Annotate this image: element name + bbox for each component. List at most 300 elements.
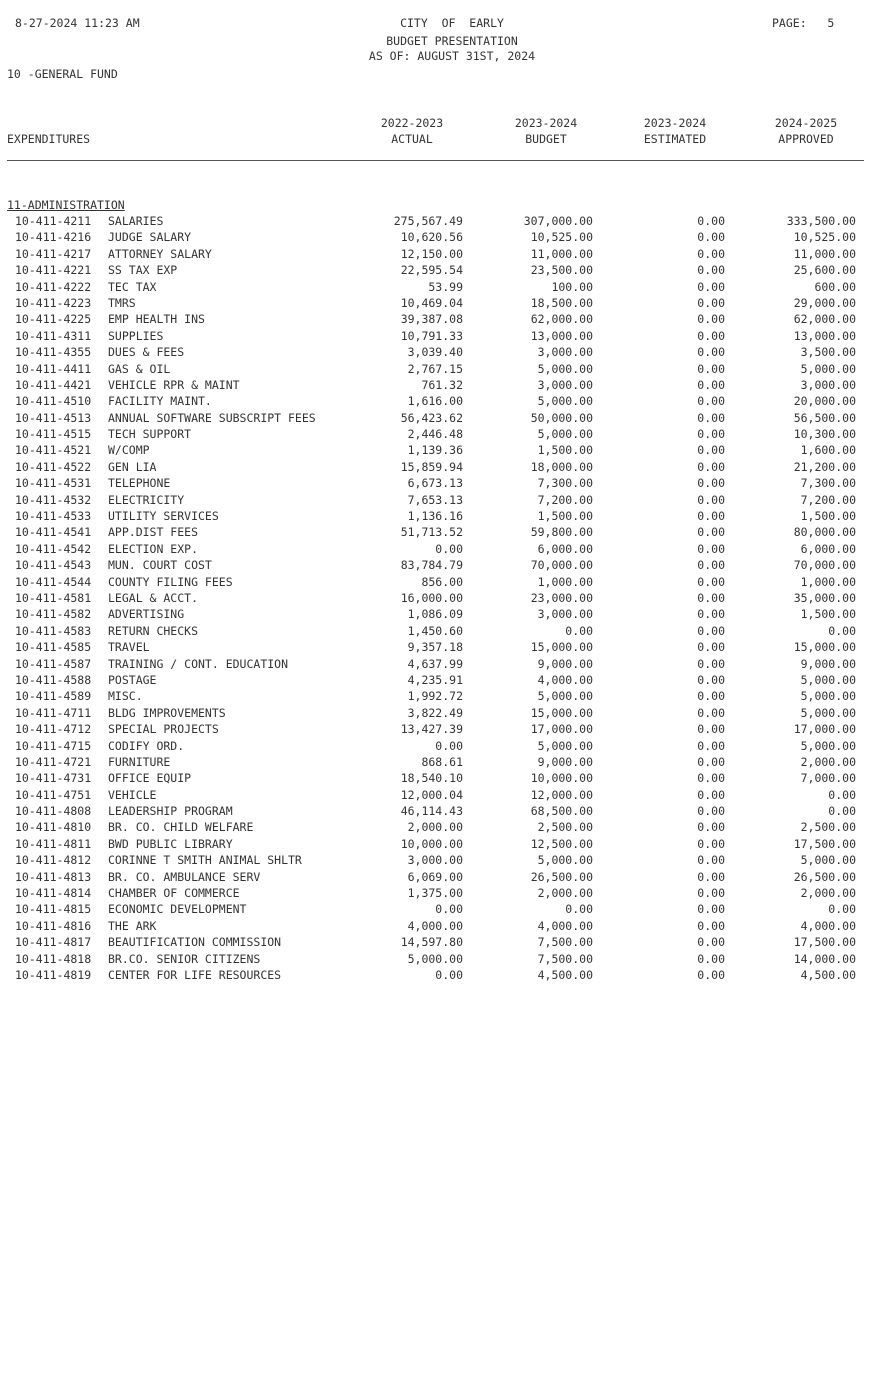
- column-header-actual-year: 2022-2023: [380, 116, 444, 130]
- approved-amount: 80,000.00: [793, 525, 856, 540]
- account-number: 10-411-4222: [15, 279, 92, 294]
- approved-amount: 2,000.00: [800, 886, 856, 901]
- account-description: GAS & OIL: [108, 361, 171, 376]
- account-number: 10-411-4589: [15, 689, 92, 704]
- table-row: [0, 803, 874, 819]
- actual-amount: 3,822.49: [407, 705, 463, 720]
- account-description: EMP HEALTH INS: [108, 312, 205, 327]
- table-row: [0, 852, 874, 868]
- actual-amount: 13,427.39: [400, 722, 463, 737]
- account-number: 10-411-4521: [15, 443, 92, 458]
- approved-amount: 13,000.00: [793, 328, 856, 343]
- account-description: TRAINING / CONT. EDUCATION: [108, 656, 289, 671]
- report-title-budget: BUDGET PRESENTATION: [386, 34, 518, 48]
- estimated-amount: 0.00: [697, 754, 725, 769]
- actual-amount: 1,375.00: [407, 886, 463, 901]
- estimated-amount: 0.00: [697, 705, 725, 720]
- estimated-amount: 0.00: [697, 214, 725, 228]
- account-description: SS TAX EXP: [108, 263, 178, 278]
- actual-amount: 56,423.62: [400, 410, 463, 425]
- account-number: 10-411-4311: [15, 328, 92, 343]
- estimated-amount: 0.00: [697, 328, 725, 343]
- actual-amount: 83,784.79: [400, 558, 463, 573]
- account-number: 10-411-4421: [15, 377, 92, 392]
- approved-amount: 15,000.00: [793, 640, 856, 655]
- budget-amount: 3,000.00: [537, 607, 593, 622]
- estimated-amount: 0.00: [697, 427, 725, 442]
- estimated-amount: 0.00: [697, 722, 725, 737]
- budget-amount: 5,000.00: [537, 361, 593, 376]
- table-row: [0, 836, 874, 852]
- account-number: 10-411-4585: [15, 640, 92, 655]
- estimated-amount: 0.00: [697, 345, 725, 360]
- account-description: CODIFY ORD.: [108, 738, 185, 753]
- actual-amount: 0.00: [435, 738, 463, 753]
- estimated-amount: 0.00: [697, 410, 725, 425]
- approved-amount: 62,000.00: [793, 312, 856, 327]
- approved-amount: 35,000.00: [793, 590, 856, 605]
- estimated-amount: 0.00: [697, 377, 725, 392]
- account-description: BLDG IMPROVEMENTS: [108, 705, 226, 720]
- account-description: ECONOMIC DEVELOPMENT: [108, 902, 247, 917]
- budget-amount: 5,000.00: [537, 738, 593, 753]
- table-row: [0, 885, 874, 901]
- account-description: SUPPLIES: [108, 328, 164, 343]
- actual-amount: 18,540.10: [400, 771, 463, 786]
- estimated-amount: 0.00: [697, 295, 725, 310]
- actual-amount: 2,000.00: [407, 820, 463, 835]
- account-description: APP.DIST FEES: [108, 525, 199, 540]
- estimated-amount: 0.00: [697, 689, 725, 704]
- budget-amount: 100.00: [551, 279, 593, 294]
- budget-amount: 17,000.00: [530, 722, 593, 737]
- account-description: TEC TAX: [108, 279, 157, 294]
- account-number: 10-411-4532: [15, 492, 92, 507]
- actual-amount: 12,150.00: [400, 246, 463, 261]
- approved-amount: 11,000.00: [793, 246, 856, 261]
- actual-amount: 0.00: [435, 902, 463, 917]
- budget-amount: 1,000.00: [537, 574, 593, 589]
- estimated-amount: 0.00: [697, 443, 725, 458]
- approved-amount: 600.00: [814, 279, 856, 294]
- budget-amount: 15,000.00: [530, 640, 593, 655]
- account-description: SPECIAL PROJECTS: [108, 722, 219, 737]
- approved-amount: 0.00: [828, 787, 856, 802]
- estimated-amount: 0.00: [697, 394, 725, 409]
- approved-amount: 25,600.00: [793, 263, 856, 278]
- account-description: BEAUTIFICATION COMMISSION: [108, 935, 282, 950]
- estimated-amount: 0.00: [697, 492, 725, 507]
- approved-amount: 2,000.00: [800, 754, 856, 769]
- actual-amount: 4,637.99: [407, 656, 463, 671]
- budget-amount: 23,000.00: [530, 590, 593, 605]
- table-row: [0, 246, 874, 262]
- estimated-amount: 0.00: [697, 967, 725, 982]
- estimated-amount: 0.00: [697, 558, 725, 573]
- table-row: [0, 557, 874, 573]
- account-number: 10-411-4515: [15, 427, 92, 442]
- actual-amount: 0.00: [435, 967, 463, 982]
- expenditure-table: [0, 213, 874, 983]
- approved-amount: 7,000.00: [800, 771, 856, 786]
- column-header-approved-year: 2024-2025: [774, 116, 838, 130]
- approved-amount: 0.00: [828, 804, 856, 819]
- approved-amount: 1,600.00: [800, 443, 856, 458]
- approved-amount: 10,525.00: [793, 230, 856, 245]
- budget-amount: 307,000.00: [523, 214, 593, 228]
- table-row: [0, 656, 874, 672]
- account-number: 10-411-4819: [15, 967, 92, 982]
- budget-amount: 1,500.00: [537, 509, 593, 524]
- account-description: LEADERSHIP PROGRAM: [108, 804, 233, 819]
- account-description: CORINNE T SMITH ANIMAL SHLTR: [108, 853, 302, 868]
- actual-amount: 6,673.13: [407, 476, 463, 491]
- approved-amount: 3,000.00: [800, 377, 856, 392]
- budget-amount: 7,300.00: [537, 476, 593, 491]
- account-number: 10-411-4751: [15, 787, 92, 802]
- account-description: FURNITURE: [108, 754, 171, 769]
- actual-amount: 12,000.04: [400, 787, 463, 802]
- estimated-amount: 0.00: [697, 607, 725, 622]
- account-number: 10-411-4533: [15, 509, 92, 524]
- approved-amount: 14,000.00: [793, 951, 856, 966]
- estimated-amount: 0.00: [697, 804, 725, 819]
- report-as-of: AS OF: AUGUST 31ST, 2024: [368, 49, 536, 63]
- table-row: [0, 426, 874, 442]
- account-number: 10-411-4815: [15, 902, 92, 917]
- account-description: FACILITY MAINT.: [108, 394, 212, 409]
- account-number: 10-411-4812: [15, 853, 92, 868]
- approved-amount: 5,000.00: [800, 705, 856, 720]
- table-row: [0, 819, 874, 835]
- budget-amount: 0.00: [565, 902, 593, 917]
- actual-amount: 1,992.72: [407, 689, 463, 704]
- estimated-amount: 0.00: [697, 574, 725, 589]
- budget-amount: 11,000.00: [530, 246, 593, 261]
- account-number: 10-411-4513: [15, 410, 92, 425]
- actual-amount: 53.99: [428, 279, 463, 294]
- budget-amount: 4,000.00: [537, 672, 593, 687]
- estimated-amount: 0.00: [697, 918, 725, 933]
- budget-amount: 9,000.00: [537, 656, 593, 671]
- approved-amount: 5,000.00: [800, 853, 856, 868]
- account-description: BR. CO. AMBULANCE SERV: [108, 869, 261, 884]
- actual-amount: 1,450.60: [407, 623, 463, 638]
- table-row: [0, 213, 874, 229]
- approved-amount: 4,500.00: [800, 967, 856, 982]
- budget-amount: 59,800.00: [530, 525, 593, 540]
- estimated-amount: 0.00: [697, 541, 725, 556]
- account-description: SALARIES: [108, 214, 164, 228]
- budget-amount: 5,000.00: [537, 853, 593, 868]
- table-row: [0, 262, 874, 278]
- actual-amount: 1,086.09: [407, 607, 463, 622]
- actual-amount: 9,357.18: [407, 640, 463, 655]
- budget-amount: 15,000.00: [530, 705, 593, 720]
- account-description: ELECTION EXP.: [108, 541, 199, 556]
- account-number: 10-411-4522: [15, 459, 92, 474]
- account-number: 10-411-4808: [15, 804, 92, 819]
- account-number: 10-411-4541: [15, 525, 92, 540]
- account-number: 10-411-4211: [15, 214, 92, 228]
- actual-amount: 3,000.00: [407, 853, 463, 868]
- table-row: [0, 934, 874, 950]
- budget-amount: 10,525.00: [530, 230, 593, 245]
- account-number: 10-411-4583: [15, 623, 92, 638]
- approved-amount: 21,200.00: [793, 459, 856, 474]
- actual-amount: 2,767.15: [407, 361, 463, 376]
- table-row: [0, 393, 874, 409]
- table-row: [0, 492, 874, 508]
- table-row: [0, 918, 874, 934]
- approved-amount: 29,000.00: [793, 295, 856, 310]
- column-header-budget-year: 2023-2024: [514, 116, 578, 130]
- section-title: 11-ADMINISTRATION: [7, 198, 125, 212]
- estimated-amount: 0.00: [697, 640, 725, 655]
- account-description: RETURN CHECKS: [108, 623, 199, 638]
- account-description: UTILITY SERVICES: [108, 509, 219, 524]
- account-number: 10-411-4543: [15, 558, 92, 573]
- account-number: 10-411-4587: [15, 656, 92, 671]
- approved-amount: 7,300.00: [800, 476, 856, 491]
- actual-amount: 4,000.00: [407, 918, 463, 933]
- table-row: [0, 721, 874, 737]
- table-row: [0, 279, 874, 295]
- estimated-amount: 0.00: [697, 246, 725, 261]
- header-divider: [7, 160, 864, 161]
- actual-amount: 5,000.00: [407, 951, 463, 966]
- estimated-amount: 0.00: [697, 836, 725, 851]
- approved-amount: 9,000.00: [800, 656, 856, 671]
- estimated-amount: 0.00: [697, 869, 725, 884]
- table-row: [0, 672, 874, 688]
- account-description: DUES & FEES: [108, 345, 185, 360]
- approved-amount: 5,000.00: [800, 361, 856, 376]
- budget-amount: 5,000.00: [537, 394, 593, 409]
- actual-amount: 275,567.49: [393, 214, 463, 228]
- column-header-estimated-year: 2023-2024: [643, 116, 707, 130]
- column-header-budget: BUDGET: [525, 132, 567, 146]
- table-row: [0, 639, 874, 655]
- estimated-amount: 0.00: [697, 509, 725, 524]
- budget-amount: 5,000.00: [537, 689, 593, 704]
- actual-amount: 10,000.00: [400, 836, 463, 851]
- budget-amount: 13,000.00: [530, 328, 593, 343]
- account-number: 10-411-4217: [15, 246, 92, 261]
- account-description: JUDGE SALARY: [108, 230, 192, 245]
- estimated-amount: 0.00: [697, 820, 725, 835]
- estimated-amount: 0.00: [697, 590, 725, 605]
- estimated-amount: 0.00: [697, 738, 725, 753]
- actual-amount: 10,620.56: [400, 230, 463, 245]
- account-description: MISC.: [108, 689, 143, 704]
- account-number: 10-411-4582: [15, 607, 92, 622]
- account-number: 10-411-4810: [15, 820, 92, 835]
- approved-amount: 5,000.00: [800, 689, 856, 704]
- estimated-amount: 0.00: [697, 902, 725, 917]
- account-number: 10-411-4411: [15, 361, 92, 376]
- actual-amount: 868.61: [421, 754, 463, 769]
- actual-amount: 4,235.91: [407, 672, 463, 687]
- estimated-amount: 0.00: [697, 623, 725, 638]
- budget-amount: 3,000.00: [537, 345, 593, 360]
- estimated-amount: 0.00: [697, 853, 725, 868]
- budget-amount: 7,200.00: [537, 492, 593, 507]
- estimated-amount: 0.00: [697, 672, 725, 687]
- account-number: 10-411-4531: [15, 476, 92, 491]
- account-description: ANNUAL SOFTWARE SUBSCRIPT FEES: [108, 410, 316, 425]
- table-row: [0, 295, 874, 311]
- actual-amount: 761.32: [421, 377, 463, 392]
- report-datetime: 8-27-2024 11:23 AM: [15, 16, 140, 30]
- account-number: 10-411-4510: [15, 394, 92, 409]
- report-title-city: CITY OF EARLY: [400, 16, 504, 30]
- account-number: 10-411-4544: [15, 574, 92, 589]
- actual-amount: 46,114.43: [400, 804, 463, 819]
- account-description: OFFICE EQUIP: [108, 771, 192, 786]
- budget-amount: 62,000.00: [530, 312, 593, 327]
- table-row: [0, 541, 874, 557]
- table-row: [0, 229, 874, 245]
- budget-amount: 18,500.00: [530, 295, 593, 310]
- account-number: 10-411-4721: [15, 754, 92, 769]
- account-description: THE ARK: [108, 918, 157, 933]
- estimated-amount: 0.00: [697, 279, 725, 294]
- account-number: 10-411-4223: [15, 295, 92, 310]
- budget-amount: 3,000.00: [537, 377, 593, 392]
- account-description: ATTORNEY SALARY: [108, 246, 212, 261]
- table-row: [0, 787, 874, 803]
- budget-amount: 4,000.00: [537, 918, 593, 933]
- table-row: [0, 590, 874, 606]
- account-number: 10-411-4221: [15, 263, 92, 278]
- fund-name: 10 -GENERAL FUND: [7, 67, 118, 81]
- estimated-amount: 0.00: [697, 312, 725, 327]
- table-row: [0, 901, 874, 917]
- estimated-amount: 0.00: [697, 935, 725, 950]
- account-number: 10-411-4818: [15, 951, 92, 966]
- table-row: [0, 459, 874, 475]
- table-row: [0, 574, 874, 590]
- actual-amount: 14,597.80: [400, 935, 463, 950]
- account-description: TMRS: [108, 295, 136, 310]
- budget-amount: 0.00: [565, 623, 593, 638]
- account-description: COUNTY FILING FEES: [108, 574, 233, 589]
- estimated-amount: 0.00: [697, 476, 725, 491]
- budget-amount: 18,000.00: [530, 459, 593, 474]
- page-number: 5: [827, 16, 835, 30]
- table-row: [0, 705, 874, 721]
- estimated-amount: 0.00: [697, 230, 725, 245]
- account-number: 10-411-4216: [15, 230, 92, 245]
- approved-amount: 1,500.00: [800, 509, 856, 524]
- account-description: BR.CO. SENIOR CITIZENS: [108, 951, 261, 966]
- table-row: [0, 951, 874, 967]
- approved-amount: 3,500.00: [800, 345, 856, 360]
- column-header-approved: APPROVED: [778, 132, 834, 146]
- account-description: ELECTRICITY: [108, 492, 185, 507]
- budget-amount: 23,500.00: [530, 263, 593, 278]
- table-row: [0, 508, 874, 524]
- estimated-amount: 0.00: [697, 951, 725, 966]
- budget-amount: 9,000.00: [537, 754, 593, 769]
- account-description: GEN LIA: [108, 459, 157, 474]
- account-description: W/COMP: [108, 443, 150, 458]
- actual-amount: 3,039.40: [407, 345, 463, 360]
- account-description: TELEPHONE: [108, 476, 171, 491]
- budget-amount: 12,000.00: [530, 787, 593, 802]
- account-description: ADVERTISING: [108, 607, 185, 622]
- approved-amount: 17,500.00: [793, 935, 856, 950]
- actual-amount: 1,136.16: [407, 509, 463, 524]
- budget-amount: 6,000.00: [537, 541, 593, 556]
- account-description: TECH SUPPORT: [108, 427, 192, 442]
- table-row: [0, 475, 874, 491]
- budget-amount: 12,500.00: [530, 836, 593, 851]
- estimated-amount: 0.00: [697, 787, 725, 802]
- account-number: 10-411-4813: [15, 869, 92, 884]
- table-row: [0, 328, 874, 344]
- account-description: LEGAL & ACCT.: [108, 590, 199, 605]
- actual-amount: 10,469.04: [400, 295, 463, 310]
- account-description: POSTAGE: [108, 672, 157, 687]
- account-number: 10-411-4542: [15, 541, 92, 556]
- approved-amount: 4,000.00: [800, 918, 856, 933]
- table-row: [0, 688, 874, 704]
- account-number: 10-411-4588: [15, 672, 92, 687]
- approved-amount: 5,000.00: [800, 672, 856, 687]
- account-number: 10-411-4811: [15, 836, 92, 851]
- table-row: [0, 770, 874, 786]
- estimated-amount: 0.00: [697, 656, 725, 671]
- table-row: [0, 754, 874, 770]
- table-row: [0, 344, 874, 360]
- account-description: VEHICLE RPR & MAINT: [108, 377, 240, 392]
- approved-amount: 10,300.00: [793, 427, 856, 442]
- table-row: [0, 738, 874, 754]
- approved-amount: 2,500.00: [800, 820, 856, 835]
- account-number: 10-411-4715: [15, 738, 92, 753]
- budget-amount: 2,000.00: [537, 886, 593, 901]
- account-number: 10-411-4817: [15, 935, 92, 950]
- budget-amount: 26,500.00: [530, 869, 593, 884]
- approved-amount: 0.00: [828, 623, 856, 638]
- budget-amount: 68,500.00: [530, 804, 593, 819]
- account-number: 10-411-4711: [15, 705, 92, 720]
- account-description: VEHICLE: [108, 787, 157, 802]
- table-row: [0, 606, 874, 622]
- estimated-amount: 0.00: [697, 886, 725, 901]
- approved-amount: 17,500.00: [793, 836, 856, 851]
- account-number: 10-411-4225: [15, 312, 92, 327]
- actual-amount: 7,653.13: [407, 492, 463, 507]
- table-row: [0, 967, 874, 983]
- account-number: 10-411-4816: [15, 918, 92, 933]
- actual-amount: 10,791.33: [400, 328, 463, 343]
- estimated-amount: 0.00: [697, 525, 725, 540]
- column-header-actual: ACTUAL: [391, 132, 433, 146]
- actual-amount: 39,387.08: [400, 312, 463, 327]
- budget-amount: 50,000.00: [530, 410, 593, 425]
- account-description: CENTER FOR LIFE RESOURCES: [108, 967, 282, 982]
- approved-amount: 70,000.00: [793, 558, 856, 573]
- budget-amount: 10,000.00: [530, 771, 593, 786]
- table-row: [0, 442, 874, 458]
- approved-amount: 1,000.00: [800, 574, 856, 589]
- estimated-amount: 0.00: [697, 771, 725, 786]
- page-label: PAGE: 5: [772, 16, 835, 30]
- table-row: [0, 869, 874, 885]
